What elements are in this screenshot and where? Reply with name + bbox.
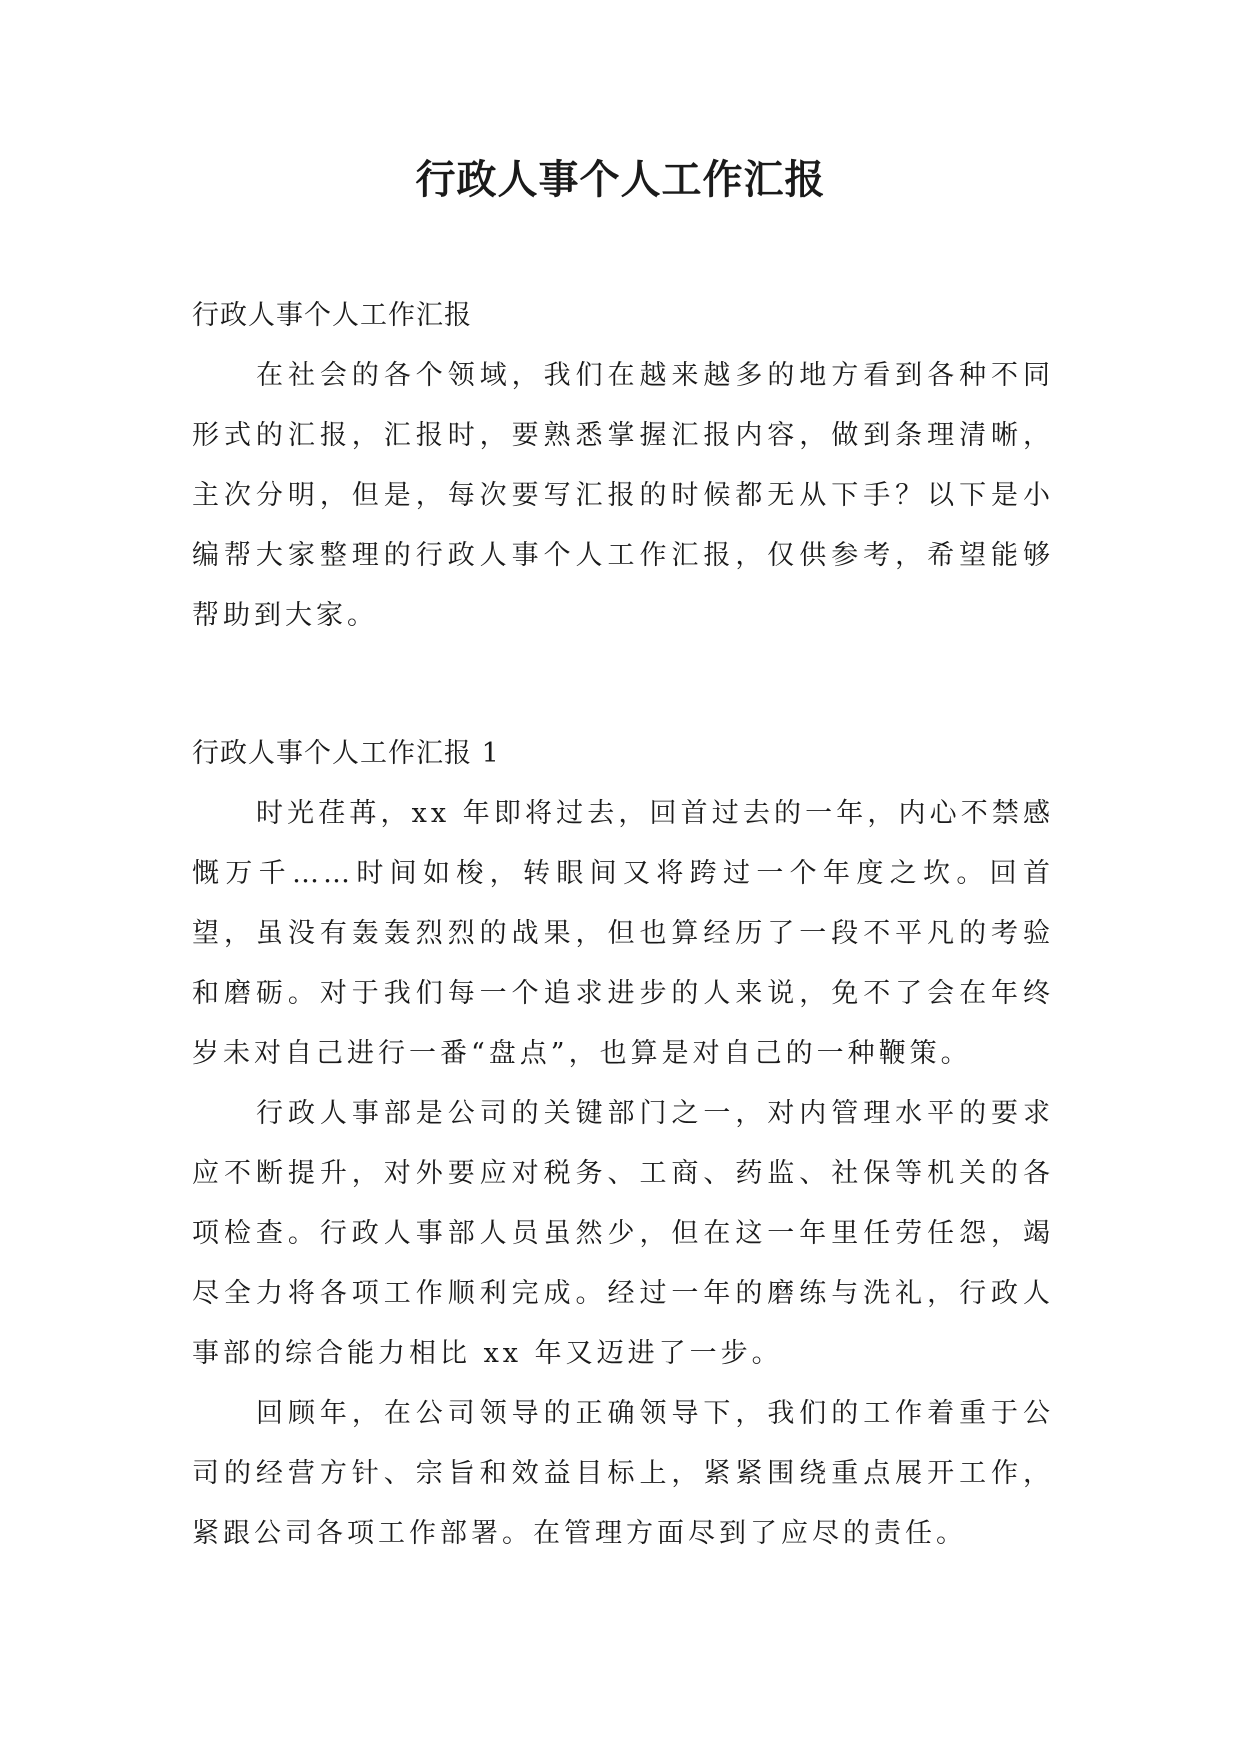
document-title: 行政人事个人工作汇报 bbox=[415, 156, 826, 203]
section-report-1 bbox=[192, 724, 1054, 1564]
paragraph: 回顾年，在公司领导的正确领导下，我们的工作着重于公司的经营方针、宗旨和效益目标上，紧紧围绕重点展开工作，紧跟公司各项工作部署。在管理方面尽到了应尽的责任。 bbox=[192, 1398, 1054, 1549]
section-intro bbox=[192, 286, 1054, 646]
section-heading: 行政人事个人工作汇报 1 bbox=[192, 738, 500, 769]
section-heading: 行政人事个人工作汇报 bbox=[192, 300, 472, 331]
document-body bbox=[192, 286, 1054, 1564]
paragraph: 时光荏苒，xx 年即将过去，回首过去的一年，内心不禁感慨万千……时间如梭，转眼间又将跨过一个年度之坎。回首望，虽没有轰轰烈烈的战果，但也算经历了一段不平凡的考验和磨砺。对于我们每一个追求进步的人来说，免不了会在年终岁未对自己进行一番“盘点”，也算是对自己的一种鞭策。 bbox=[192, 798, 1054, 1069]
section-spacer bbox=[192, 646, 1054, 724]
paragraph: 在社会的各个领域，我们在越来越多的地方看到各种不同形式的汇报，汇报时，要熟悉掌握汇报内容，做到条理清晰，主次分明，但是，每次要写汇报的时候都无从下手？以下是小编帮大家整理的行政人事个人工作汇报，仅供参考，希望能够帮助到大家。 bbox=[192, 360, 1054, 631]
paragraph: 行政人事部是公司的关键部门之一，对内管理水平的要求应不断提升，对外要应对税务、工商、药监、社保等机关的各项检查。行政人事部人员虽然少，但在这一年里任劳任怨，竭尽全力将各项工作顺利完成。经过一年的磨练与洗礼，行政人事部的综合能力相比 xx 年又迈进了一步。 bbox=[192, 1098, 1054, 1369]
